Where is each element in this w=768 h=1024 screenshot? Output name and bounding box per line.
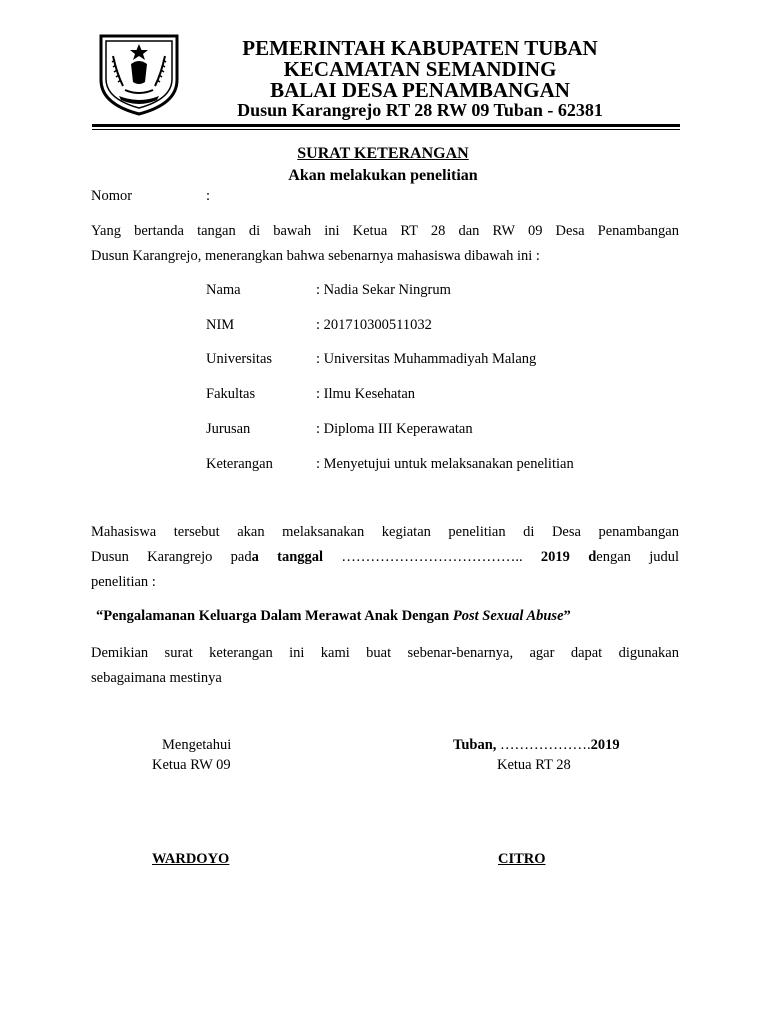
field-value-fakultas: : Ilmu Kesehatan	[316, 386, 416, 402]
closing-paragraph	[91, 641, 679, 691]
field-value-nim: : 201710300511032	[316, 317, 432, 333]
nomor-label: Nomor	[91, 188, 133, 204]
signature-right-name: CITRO	[498, 851, 546, 867]
statement-line-2	[91, 545, 679, 570]
research-title-italic: Post Sexual Abuse	[452, 608, 564, 624]
statement-text-bold-a: a tanggal	[251, 549, 324, 565]
signature-right-place-date	[453, 737, 620, 754]
letterhead-address: Dusun Karangrejo RT 28 RW 09 Tuban - 62381	[237, 100, 603, 120]
letterhead-divider-thin	[92, 129, 680, 130]
statement-line-3: penelitian :	[91, 574, 156, 590]
signature-left-heading: Mengetahui	[162, 737, 232, 753]
field-value-jurusan: : Diploma III Keperawatan	[316, 421, 473, 437]
letter-title-text: SURAT KETERANGAN	[297, 145, 469, 162]
signature-right-place: Tuban,	[453, 737, 497, 753]
field-label-nama: Nama	[206, 282, 241, 298]
research-title-open: “Pengalamanan Keluarga Dalam Merawat Anak Dengan	[96, 608, 453, 624]
statement-text-b: engan judul	[596, 549, 680, 565]
intro-line-2: Dusun Karangrejo, menerangkan bahwa sebenarnya mahasiswa dibawah ini :	[91, 248, 540, 264]
signature-right-year: 2019	[590, 737, 620, 753]
letterhead-line-2: KECAMATAN SEMANDING	[283, 57, 557, 81]
signature-left-role: Ketua RW 09	[152, 757, 231, 773]
signature-right-date-dots: ……………….	[496, 737, 591, 753]
field-label-keterangan: Keterangan	[206, 456, 273, 472]
field-label-jurusan: Jurusan	[206, 421, 251, 437]
research-title	[96, 608, 571, 625]
closing-line-1: Demikian surat keterangan ini kami buat sebenar-benarnya, agar dapat digunakan	[91, 645, 679, 661]
statement-date-dots: ………………………………..	[323, 549, 541, 565]
letterhead-line-1: PEMERINTAH KABUPATEN TUBAN	[242, 36, 598, 60]
intro-paragraph	[91, 219, 679, 269]
tuban-regency-emblem-icon	[97, 30, 181, 116]
letterhead-line-3: BALAI DESA PENAMBANGAN	[270, 78, 570, 102]
signature-left-name: WARDOYO	[152, 851, 230, 867]
statement-text-a: Dusun Karangrejo pad	[91, 549, 252, 565]
field-value-nama: : Nadia Sekar Ningrum	[316, 282, 451, 298]
letterhead-divider-thick	[92, 124, 680, 127]
research-title-close: ”	[563, 608, 571, 624]
field-value-keterangan: : Menyetujui untuk melaksanakan penelitian	[316, 456, 574, 472]
field-value-universitas: : Universitas Muhammadiyah Malang	[316, 351, 537, 367]
nomor-value: :	[206, 188, 211, 204]
closing-line-2: sebagaimana mestinya	[91, 670, 222, 686]
letter-subtitle: Akan melakukan penelitian	[288, 167, 478, 184]
field-label-fakultas: Fakultas	[206, 386, 256, 402]
letter-title	[200, 145, 566, 163]
field-label-nim: NIM	[206, 317, 235, 333]
signature-right-role: Ketua RT 28	[497, 757, 571, 773]
statement-year: 2019 d	[540, 549, 597, 565]
statement-line-1: Mahasiswa tersebut akan melaksanakan kegiatan penelitian di Desa penambangan	[91, 524, 679, 540]
intro-line-1: Yang bertanda tangan di bawah ini Ketua RT 28 dan RW 09 Desa Penambangan	[91, 223, 679, 239]
statement-paragraph	[91, 520, 679, 595]
field-label-universitas: Universitas	[206, 351, 273, 367]
